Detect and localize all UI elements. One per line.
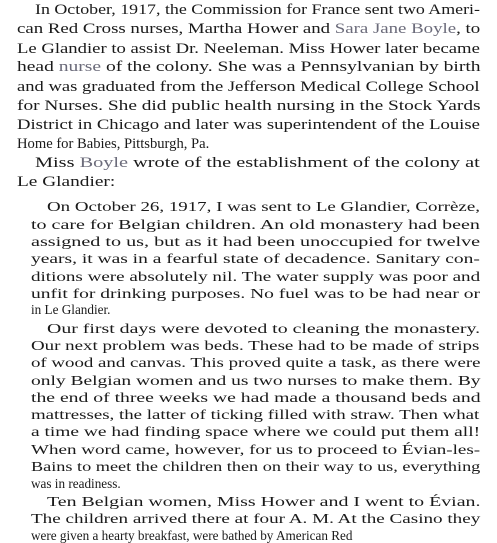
quote-line: Our first days were devoted to cleaning the monastery. <box>47 321 481 336</box>
quote-line: On October 26, 1917, I was sent to Le Glandier, Corrèze, <box>47 199 480 214</box>
quote-line: was in readiness. <box>31 476 121 491</box>
text-line: can Red Cross nurses, Martha Hower and Sara Jane Boyle, to <box>17 21 481 37</box>
text-line: Home for Babies, Pittsburgh, Pa. <box>17 136 210 152</box>
text-line: Le Glandier to assist Dr. Neeleman. Miss Hower later became <box>17 41 480 57</box>
quote-line: unfit for drinking purposes. No fuel was to be had near or <box>31 286 480 301</box>
quote-line: Bains to meet the children then on their way to us, everything <box>31 459 481 474</box>
quote-line: ditions were absolutely nil. The water supply was poor and <box>31 269 481 284</box>
quote-line: The children arrived there at four A. M. At the Casino they <box>31 511 481 526</box>
quote-line: Ten Belgian women, Miss Hower and I went to Évian. <box>47 494 481 509</box>
quote-line: assigned to us, but as it had been unoccupied for twelve <box>31 234 481 249</box>
quote-line: of wood and canvas. This proved quite a task, as there were <box>31 355 481 370</box>
quote-line: only Belgian women and us two nurses to make them. By <box>31 373 481 388</box>
text-line: for Nurses. She did public health nursing in the Stock Yards <box>17 98 481 114</box>
highlighted-name: Boyle <box>79 155 129 171</box>
text-line: In October, 1917, the Commission for France sent two Ameri- <box>35 2 480 18</box>
quote-line: to care for Belgian children. An old monastery had been <box>31 217 480 232</box>
text-line: head nurse of the colony. She was a Pennsylvanian by birth <box>17 59 481 75</box>
quote-line: a time we had finding space where we could put them all! <box>31 424 481 439</box>
text-line: and was graduated from the Jefferson Medical College School <box>17 79 480 95</box>
text-line: District in Chicago and later was superintendent of the Louise <box>17 117 480 133</box>
text-line: Miss Boyle wrote of the establishment of the colony at <box>35 155 480 171</box>
quote-line: years, it was in a fearful state of decadence. Sanitary con- <box>31 251 480 266</box>
quote-line: mattresses, the latter of ticking filled with straw. Then what <box>31 407 480 422</box>
quote-line: When word came, however, for us to proceed to Évian-les- <box>31 442 481 457</box>
quote-line: the end of three weeks we had made a thousand beds and <box>31 390 481 405</box>
quote-line: Our next problem was beds. These had to be made of strips <box>31 338 480 353</box>
highlighted-name: nurse <box>58 59 102 75</box>
quote-line: in Le Glandier. <box>31 302 111 317</box>
highlighted-name: Sara Jane Boyle <box>334 21 457 37</box>
quote-line: were given a hearty breakfast, were bathed by American Red <box>31 528 353 543</box>
text-line: Le Glandier: <box>17 174 116 190</box>
